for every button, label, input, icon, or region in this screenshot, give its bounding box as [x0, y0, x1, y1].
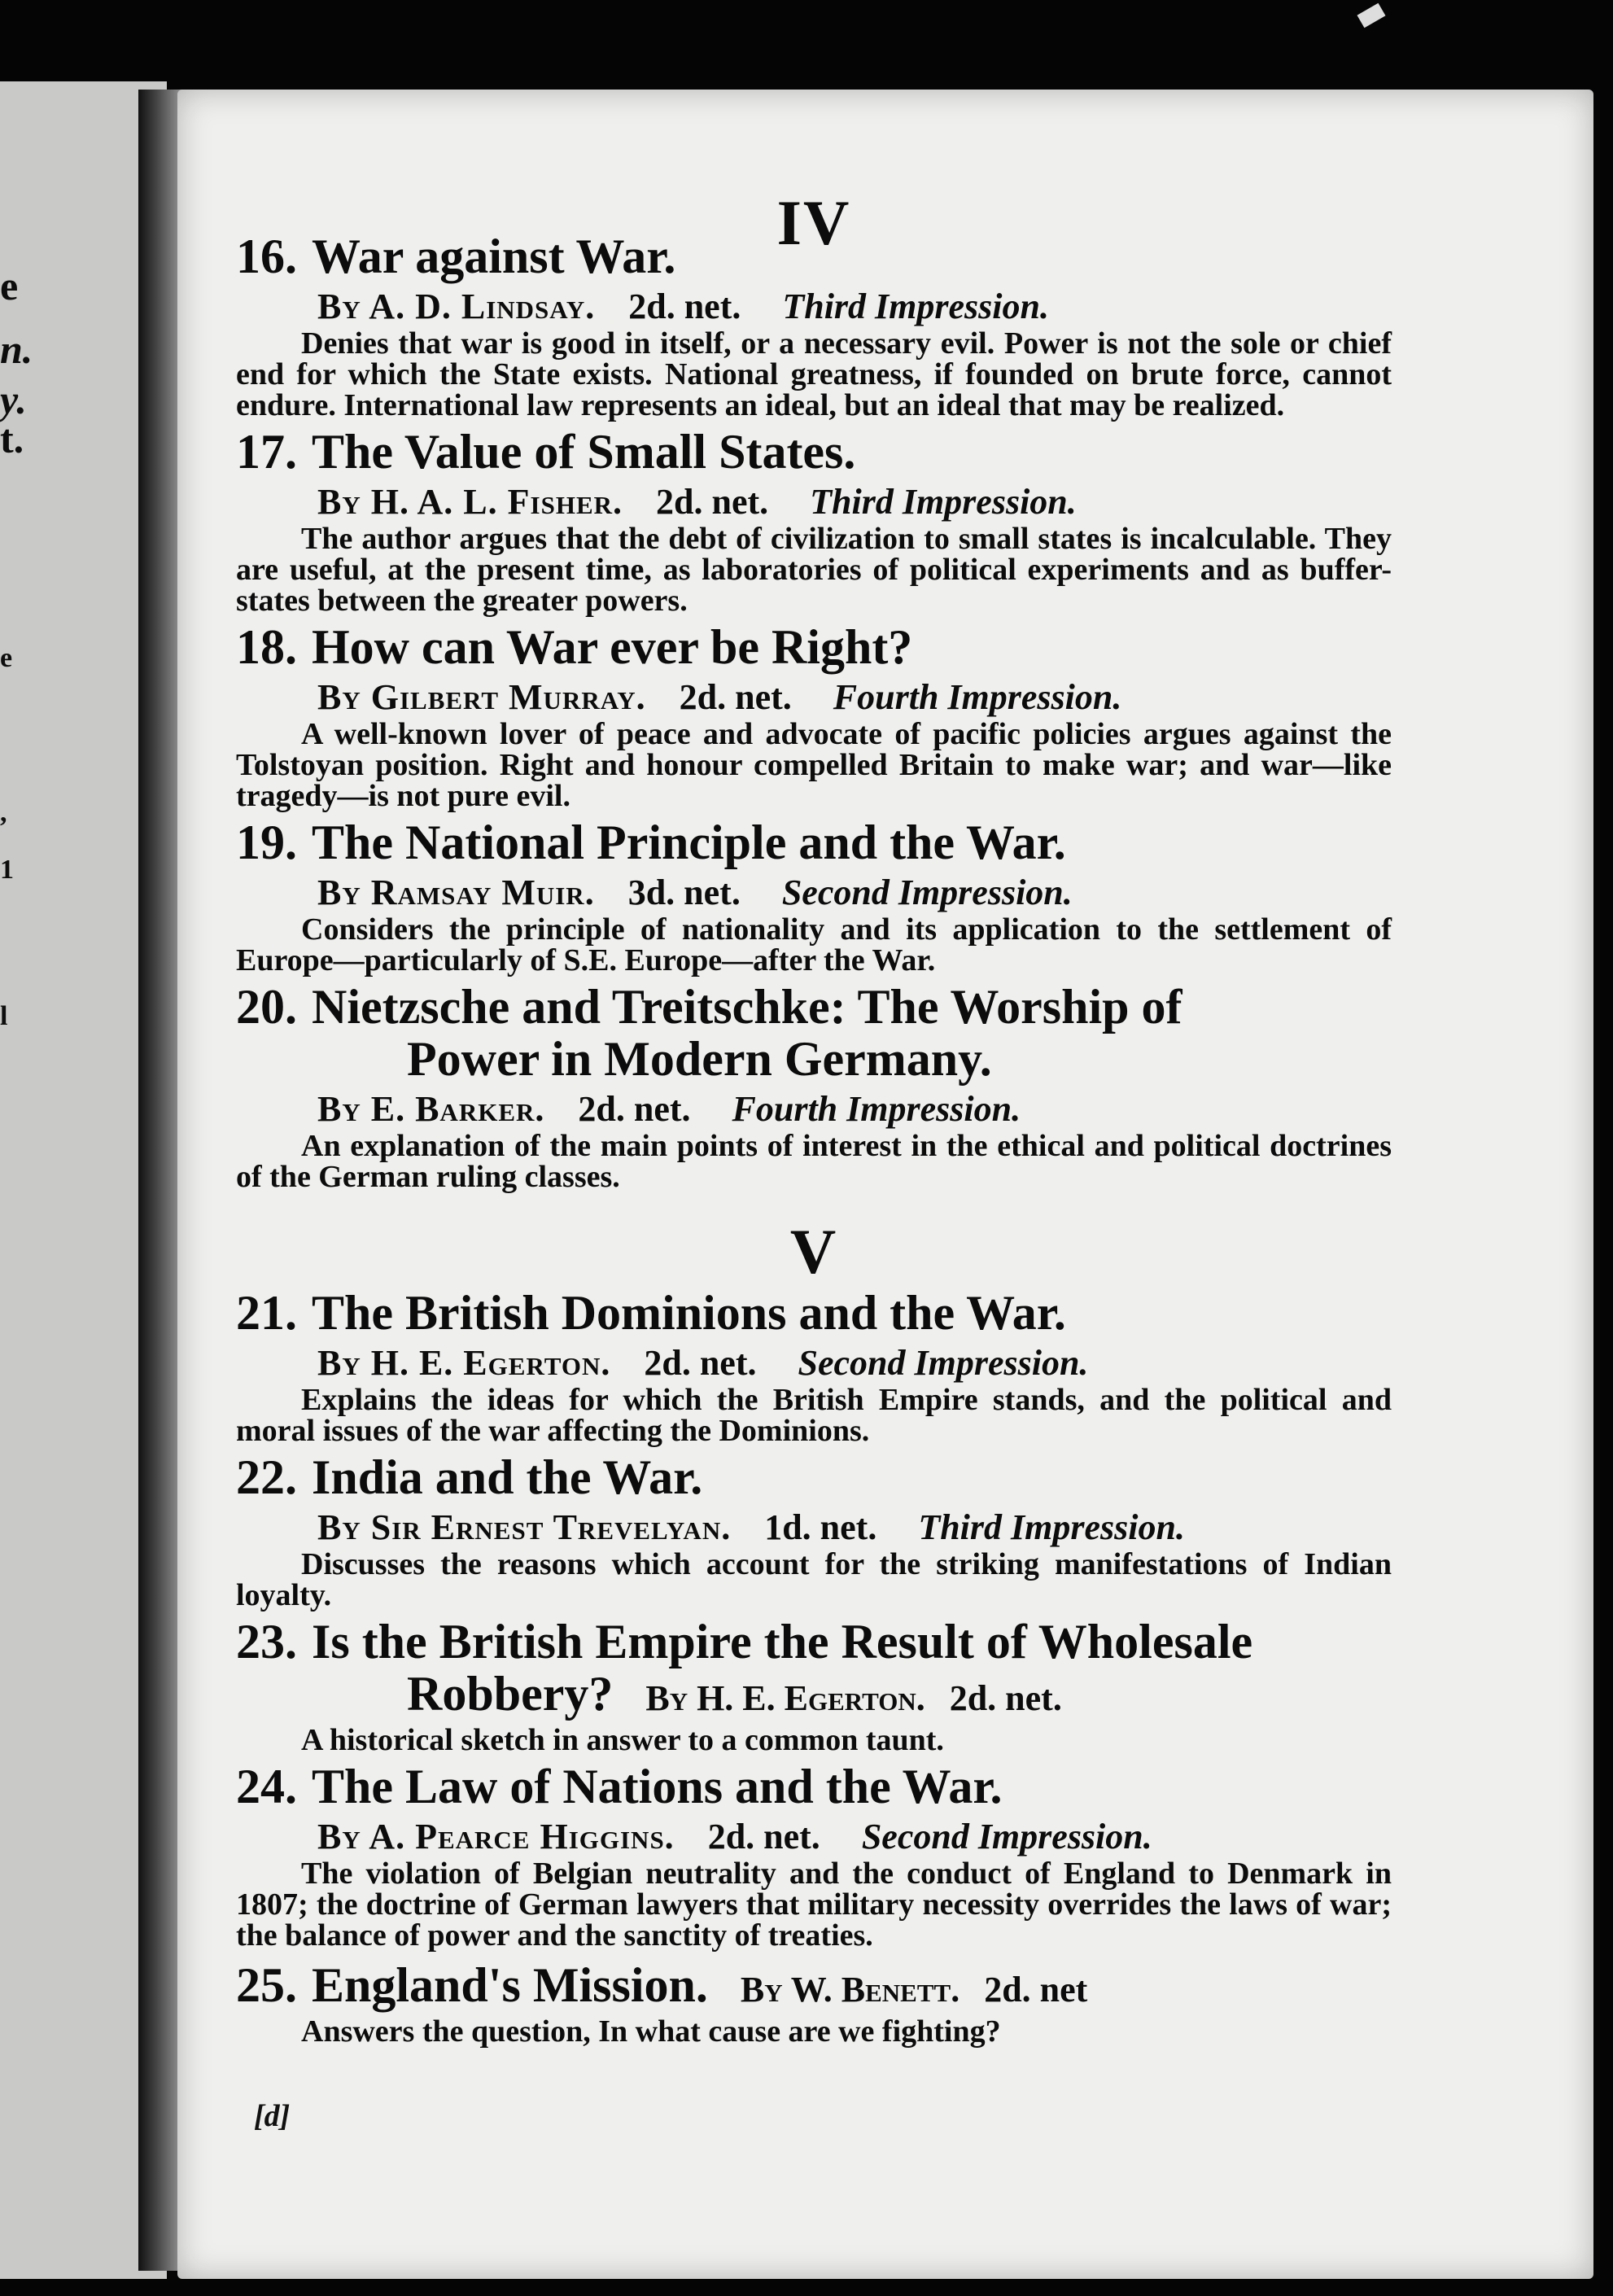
description: A historical sketch in answer to a common taunt. [301, 1723, 944, 1757]
margin-fragment: n. [0, 326, 33, 372]
margin-fragment: t. [0, 416, 24, 461]
price: 2d. net [984, 1970, 1088, 2010]
impression: Fourth Impression. [833, 677, 1122, 717]
impression: Third Impression. [918, 1507, 1185, 1547]
impression: Third Impression. [810, 482, 1077, 522]
author: By W. Benett. [740, 1970, 960, 2010]
entry-number: 17. [236, 425, 297, 479]
inline-byline [741, 1970, 1087, 2010]
price: 2d. net. [679, 677, 792, 717]
entry-number: 21. [236, 1286, 297, 1340]
entry-title-continued-text: Robbery? [407, 1667, 614, 1721]
author: By Gilbert Murray. [317, 677, 646, 717]
byline [236, 1507, 1392, 1549]
author: By H. E. Egerton. [317, 1343, 611, 1383]
author: By Sir Ernest Trevelyan. [317, 1507, 732, 1547]
margin-fragment: 1 [0, 855, 14, 885]
list-item [236, 1287, 1392, 1446]
entry-number: 24. [236, 1760, 297, 1813]
margin-fragment: e [0, 263, 19, 308]
entry-title-text: The Law of Nations and the War. [312, 1760, 1003, 1813]
margin-fragment: e [0, 643, 13, 673]
description: The author argues that the debt of civilization to small states is incalculable. They are useful, at the present time, as laboratories of political experiments and as buffer-states between the greater powers. [236, 522, 1392, 618]
entry-title [236, 981, 1392, 1085]
price: 2d. net. [644, 1343, 757, 1383]
entry-number: 18. [236, 620, 297, 674]
entry-title-text: India and the War. [312, 1450, 703, 1504]
entry-title-text: Nietzsche and Treitschke: The Worship of [312, 980, 1182, 1034]
list-item [236, 981, 1392, 1192]
author: By A. D. Lindsay. [317, 286, 596, 326]
section-heading: V [789, 1216, 838, 1287]
entry-number: 23. [236, 1615, 297, 1668]
section-heading: IV [776, 187, 851, 258]
description: An explanation of the main points of interest in the ethical and political doctrines of the German ruling classes. [236, 1129, 1392, 1194]
entry-title [236, 621, 1392, 673]
entry-title-text: Is the British Empire the Result of Wholesale [312, 1615, 1253, 1668]
entry-title-continued: Power in Modern Germany. [407, 1032, 992, 1086]
price: 2d. net. [578, 1089, 691, 1129]
description: A well-known lover of peace and advocate of pacific policies argues against the Tolstoyan position. Right and honour compelled Britain to make war; and war—like tragedy—is not pure evil. [236, 717, 1392, 813]
byline [236, 676, 1392, 719]
entry-title [236, 1760, 1392, 1813]
entry-title [236, 426, 1392, 478]
price: 2d. net. [707, 1817, 820, 1856]
signature-mark: [d] [254, 2099, 291, 2133]
description: Considers the principle of nationality and its application to the settlement of Europe—particularly of S.E. Europe—after the War. [236, 912, 1392, 977]
book-gutter [138, 90, 183, 2271]
description: Answers the question, In what cause are we fighting? [301, 2014, 1001, 2049]
description: Explains the ideas for which the British Empire stands, and the political and moral issues of the war affecting the Dominions. [236, 1383, 1392, 1448]
impression: Second Impression. [861, 1817, 1152, 1856]
impression: Second Impression. [781, 872, 1073, 912]
list-item [236, 1616, 1392, 1756]
list-item [236, 1959, 1392, 2047]
entry-number: 20. [236, 980, 297, 1034]
price: 2d. net. [949, 1678, 1062, 1718]
entry-title [236, 816, 1392, 868]
author: By E. Barker. [317, 1089, 545, 1129]
margin-fragment: l [0, 1001, 8, 1031]
byline [236, 1816, 1392, 1858]
byline [236, 481, 1392, 523]
author: By A. Pearce Higgins. [317, 1817, 675, 1856]
author: By H. A. L. Fisher. [317, 482, 623, 522]
list-item [236, 621, 1392, 811]
inline-byline [645, 1678, 1061, 1718]
description: Denies that war is good in itself, or a necessary evil. Power is not the sole or chief end for which the State exists. National greatness, if founded on brute force, cannot endure. International law represents an ideal, but an ideal that may be realized. [236, 326, 1392, 422]
impression: Fourth Impression. [732, 1089, 1021, 1129]
description: The violation of Belgian neutrality and the conduct of England to Denmark in 1807; the doctrine of German lawyers that military necessity overrides the laws of war; the balance of power and the sanctity of treaties. [236, 1856, 1392, 1953]
entry-number: 19. [236, 816, 297, 869]
byline [236, 1342, 1392, 1384]
price: 3d. net. [627, 872, 741, 912]
price: 1d. net. [764, 1507, 877, 1547]
page-content [236, 187, 1392, 2049]
list-item [236, 816, 1392, 976]
entry-title-text: England's Mission. [312, 1958, 708, 2012]
impression: Third Impression. [782, 286, 1049, 326]
margin-fragment: , [0, 798, 7, 828]
impression: Second Impression. [798, 1343, 1089, 1383]
entry-number: 25. [236, 1958, 297, 2012]
entry-number: 22. [236, 1450, 297, 1504]
scan-speck [1357, 3, 1386, 28]
price: 2d. net. [656, 482, 769, 522]
list-item [236, 230, 1392, 421]
entry-title-text: The National Principle and the War. [312, 816, 1066, 869]
byline [236, 1088, 1392, 1131]
entry-title-text: The British Dominions and the War. [312, 1286, 1066, 1340]
entry-title [236, 1959, 1392, 2016]
entry-title [236, 1287, 1392, 1339]
entry-number: 16. [236, 230, 297, 283]
byline [236, 286, 1392, 328]
margin-fragment: y. [0, 377, 27, 422]
author: By H. E. Egerton. [645, 1678, 925, 1718]
list-item [236, 1760, 1392, 1951]
list-item [236, 426, 1392, 616]
description: Discusses the reasons which account for the striking manifestations of Indian loyalty. [236, 1547, 1392, 1612]
entry-title-text: How can War ever be Right? [312, 620, 913, 674]
author: By Ramsay Muir. [317, 872, 595, 912]
entry-title [236, 1616, 1392, 1725]
entry-title-continued [236, 1668, 1392, 1725]
list-item [236, 1451, 1392, 1611]
byline [236, 872, 1392, 914]
entry-title-text: The Value of Small States. [312, 425, 856, 479]
entry-title-text: War against War. [312, 230, 676, 283]
entry-title [236, 1451, 1392, 1503]
price: 2d. net. [628, 286, 741, 326]
